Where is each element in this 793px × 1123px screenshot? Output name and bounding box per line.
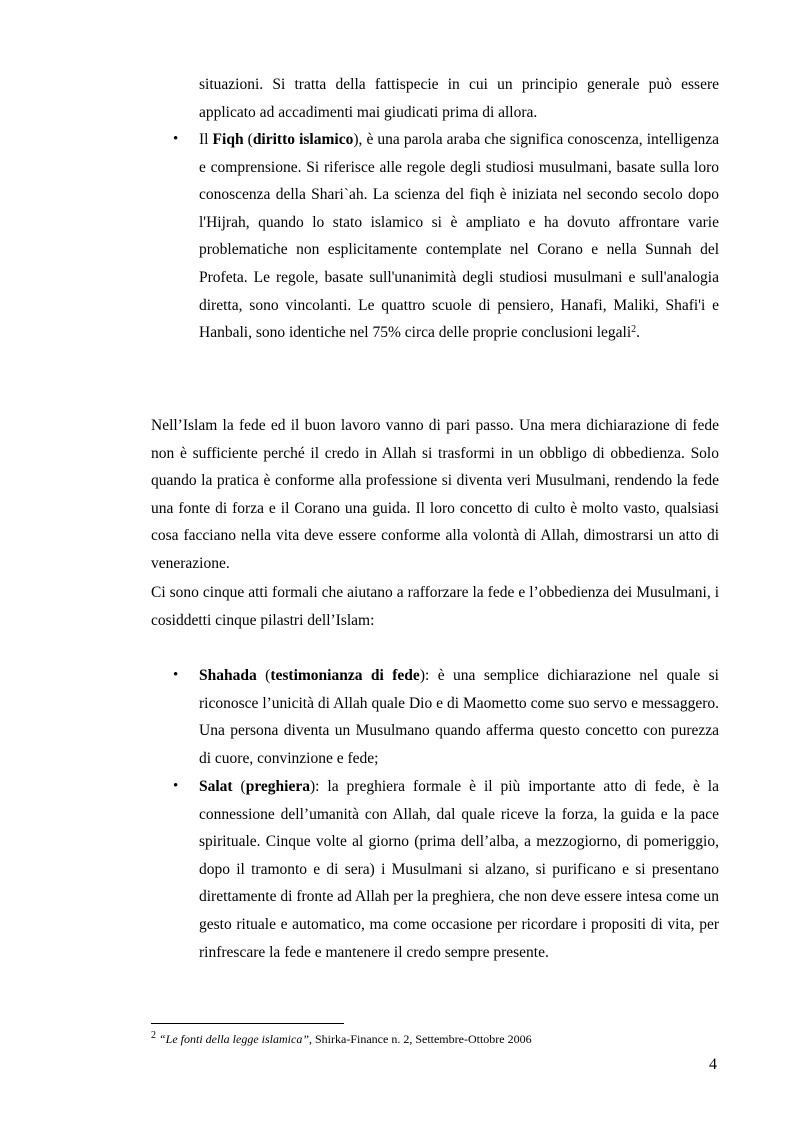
term-translation: diritto islamico xyxy=(252,131,354,148)
bullet-icon: • xyxy=(173,778,179,794)
list-item-text: ), è una parola araba che significa conoscenza, intelligenza e comprensione. Si riferisce alle regole degli studiosi musulmani, basate sulla loro conoscenza della Shari`ah. La scienza del fiqh è iniziata nel secondo secolo dopo l'Hijrah, quando lo stato islamico si è ampliato e ha dovuto affrontare varie problematiche non esplicitamente contemplate nel Corano e nella Sunnah del Profeta. Le regole, basate sull'unanimità degli studiosi musulmani e sull'analogia diretta, sono vincolanti. Le quattro scuole di pensiero, Hanafi, Maliki, Shafi'i e Hanbali, sono identiche nel 75% circa delle proprie conclusioni legali xyxy=(199,131,720,342)
page-number: 4 xyxy=(709,1056,717,1073)
footnote-text: , Shirka-Finance n. 2, Settembre-Ottobre 2006 xyxy=(309,1032,532,1046)
list-item-shahada: Shahada (testimonianza di fede): è una semplice dichiarazione nel quale si riconosce l’unicità di Allah quale Dio e di Maometto come suo servo e messaggero. Una persona diventa un Musulmano quando afferma questo concetto con purezza di cuore, convinzione e fede; xyxy=(199,667,719,767)
footnote xyxy=(151,1031,532,1047)
footnote-title: “Le fonti della legge islamica” xyxy=(159,1032,309,1046)
list-item-fiqh: Il Fiqh (diritto islamico), è una parola araba che significa conoscenza, intelligenza e comprensione. Si riferisce alle regole degli studiosi musulmani, basate sulla loro conoscenza della Shari`ah. La scienza del fiqh è iniziata nel secondo secolo dopo l'Hijrah, quando lo stato islamico si è ampliato e ha dovuto affrontare varie problematiche non esplicitamente contemplate nel Corano e nella Sunnah del Profeta. Le regole, basate sull'unanimità degli studiosi musulmani e sull'analogia diretta, sono vincolanti. Le quattro scuole di pensiero, Hanafi, Maliki, Shafi'i e Hanbali, sono identiche nel 75% circa delle proprie conclusioni legali$^2$. xyxy=(199,131,720,342)
term-salat: Salat xyxy=(199,778,233,795)
list-item-salat: Salat (preghiera): la preghiera formale è il più importante atto di fede, è la connessione dell’umanità con Allah, dal quale riceve la forza, la guida e la pace spirituale. Cinque volte al giorno (prima dell’alba, a mezzogiorno, di pomeriggio, dopo il tramonto e di sera) i Musulmani si alzano, si purificano e si presentano direttamente di fronte ad Allah per la preghiera, che non deve essere intesa come un gesto rituale e automatico, ma come occasione per ricordare i propositi di vita, per rinfrescare la fede e mantenere il credo sempre presente. xyxy=(199,778,719,961)
term-shahada: Shahada xyxy=(199,667,257,684)
footnote-divider xyxy=(151,1023,344,1024)
list-item-text: situazioni. Si tratta della fattispecie in cui un principio generale può essere applicato ad accadimenti mai giudicati prima di allora. xyxy=(199,76,719,121)
body-paragraph: Nell’Islam la fede ed il buon lavoro vanno di pari passo. Una mera dichiarazione di fede non è sufficiente perché il credo in Allah si trasformi in un obbligo di obbedienza. Solo quando la pratica è conforme alla professione si diventa veri Musulmani, rendendo la fede una fonte di forza e il Corano una guida. Il loro concetto di culto è molto vasto, qualsiasi cosa facciano nella vita deve essere conforme alla volontà di Allah, dimostrarsi un atto di venerazione. xyxy=(151,417,719,572)
footnote-number: 2 xyxy=(151,1030,156,1041)
list-item-continuation xyxy=(199,71,719,126)
bullet-icon: • xyxy=(173,667,179,683)
footnote-reference[interactable]: 2 xyxy=(631,324,637,336)
list-item-text: ): la preghiera formale è il più importante atto di fede, è la connessione dell’umanità con Allah, dal quale riceve la forza, la guida e la pace spirituale. Cinque volte al giorno (prima dell’alba, a mezzogiorno, di pomeriggio, dopo il tramonto e di sera) i Musulmani si alzano, si purificano e si presentano direttamente di fronte ad Allah per la preghiera, che non deve essere intesa come un gesto rituale e automatico, ma come occasione per ricordare i propositi di vita, per rinfrescare la fede e mantenere il credo sempre presente. xyxy=(199,778,719,961)
term-translation: preghiera xyxy=(245,778,310,795)
body-paragraph: Ci sono cinque atti formali che aiutano a rafforzare la fede e l’obbedienza dei Musulmani, i cosiddetti cinque pilastri dell’Islam: xyxy=(151,584,719,629)
list-item-text: ): è una semplice dichiarazione nel quale si riconosce l’unicità di Allah quale Dio e di Maometto come suo servo e messaggero. Una persona diventa un Musulmano quando afferma questo concetto con purezza di cuore, convinzione e fede; xyxy=(199,667,719,767)
term-translation: testimonianza di fede xyxy=(270,667,420,684)
bullet-icon: • xyxy=(173,131,179,147)
term-fiqh: Fiqh xyxy=(212,131,244,148)
